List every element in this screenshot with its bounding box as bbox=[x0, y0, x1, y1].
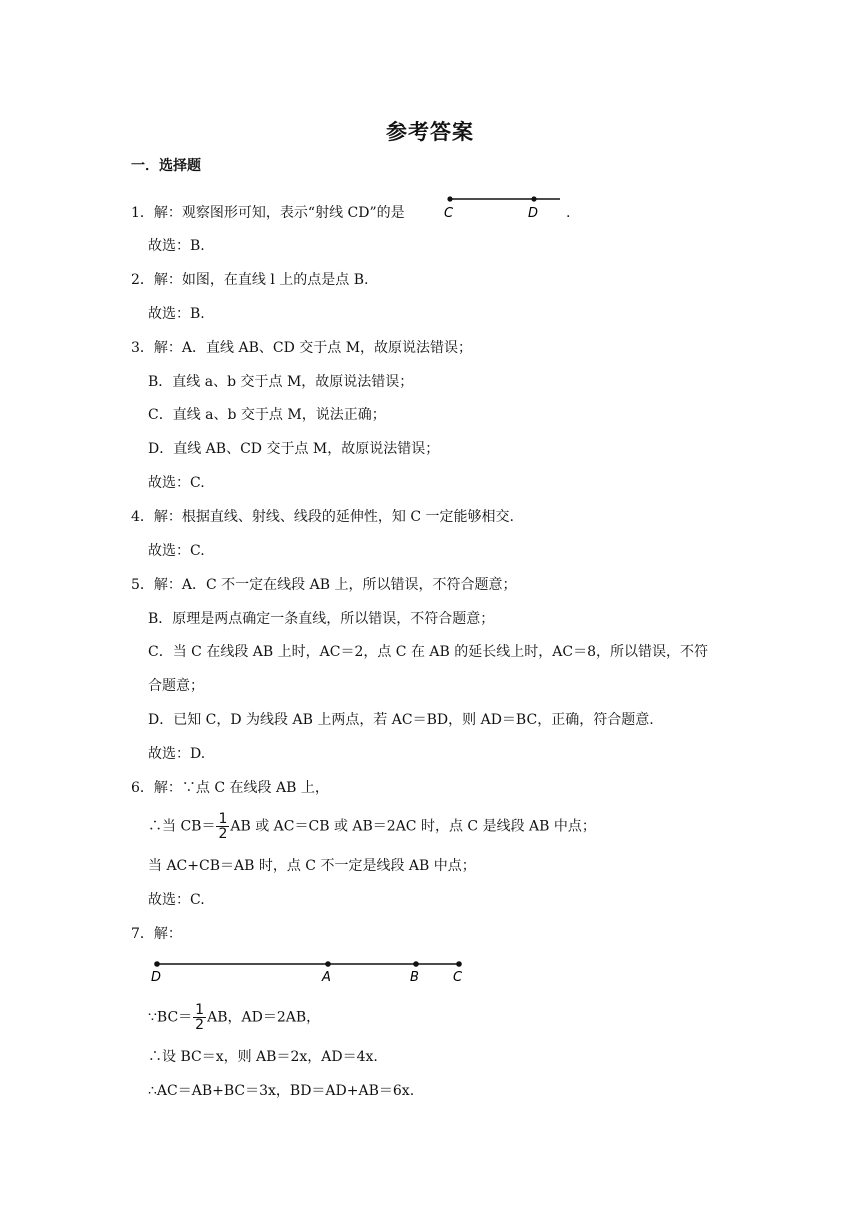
q7-line-2 bbox=[148, 1003, 320, 1032]
point-d-label: D bbox=[528, 206, 539, 220]
q1-text: 1．解：观察图形可知，表示“射线 CD”的是 bbox=[131, 205, 405, 221]
q1-period: . bbox=[566, 205, 571, 221]
point-c-label: C bbox=[453, 970, 463, 985]
q5-line-1: 5．解：A．C 不一定在线段 AB 上，所以错误，不符合题意； bbox=[131, 577, 517, 593]
q4-answer: 故选：C. bbox=[148, 543, 205, 559]
q3-line-2: B．直线 a、b 交于点 M，故原说法错误； bbox=[148, 374, 414, 390]
q7-line-3: ∴设 BC＝x，则 AB＝2x，AD＝4x. bbox=[148, 1049, 378, 1065]
fraction-numerator: 1 bbox=[195, 1002, 205, 1018]
fraction-one-half bbox=[193, 1003, 206, 1032]
q2-answer: 故选：B. bbox=[148, 306, 205, 322]
q7-line-1: 7．解： bbox=[131, 926, 182, 942]
point-b-label: B bbox=[410, 970, 419, 985]
point-d-dot bbox=[154, 961, 160, 967]
q7-line-4: ∴AC＝AB+BC＝3x，BD＝AD+AB＝6x. bbox=[148, 1083, 415, 1099]
q3-line-3: C．直线 a、b 交于点 M，说法正确； bbox=[148, 407, 386, 423]
q3-line-1: 3．解：A．直线 AB、CD 交于点 M，故原说法错误； bbox=[131, 340, 473, 356]
q6-line-3: 当 AC+CB＝AB 时，点 C 不一定是线段 AB 中点； bbox=[148, 858, 476, 874]
section-heading: 一．选择题 bbox=[131, 158, 201, 174]
page-title: 参考答案 bbox=[386, 119, 474, 144]
segment-dabc-figure bbox=[148, 956, 470, 986]
q5-line-5: D．已知 C，D 为线段 AB 上两点，若 AC＝BD，则 AD＝BC，正确，符合题意. bbox=[148, 712, 654, 728]
q2-line-1: 2．解：如图，在直线 l 上的点是点 B. bbox=[131, 272, 369, 288]
q6-line-2 bbox=[148, 812, 596, 841]
q6-text-post: AB 或 AC＝CB 或 AB＝2AC 时，点 C 是线段 AB 中点； bbox=[230, 818, 596, 835]
q6-line-1: 6．解：∵点 C 在线段 AB 上， bbox=[131, 780, 329, 796]
point-a-dot bbox=[325, 961, 331, 967]
fraction-denominator: 2 bbox=[195, 1017, 205, 1033]
ray-cd-figure bbox=[440, 192, 564, 220]
point-c-dot bbox=[447, 196, 452, 201]
point-b-dot bbox=[413, 961, 419, 967]
q5-line-3: C．当 C 在线段 AB 上时，AC＝2，点 C 在 AB 的延长线上时，AC＝8，所以错误，不符 bbox=[148, 644, 708, 660]
q3-line-4: D．直线 AB、CD 交于点 M，故原说法错误； bbox=[148, 441, 440, 457]
q1-line-1 bbox=[131, 203, 405, 223]
q5-line-2: B．原理是两点确定一条直线，所以错误，不符合题意； bbox=[148, 611, 495, 627]
q1-answer: 故选：B. bbox=[148, 238, 205, 254]
q6-answer: 故选：C. bbox=[148, 892, 205, 908]
fraction-numerator: 1 bbox=[218, 811, 228, 827]
q7-text-post: AB，AD＝2AB， bbox=[207, 1009, 321, 1026]
fraction-one-half bbox=[216, 812, 229, 841]
point-c-dot bbox=[456, 961, 462, 967]
q3-answer: 故选：C. bbox=[148, 475, 205, 491]
q5-line-4: 合题意； bbox=[148, 678, 204, 694]
q7-text-pre: ∵BC＝ bbox=[148, 1009, 193, 1026]
point-a-label: A bbox=[322, 970, 331, 985]
point-c-label: C bbox=[444, 206, 454, 220]
q4-line-1: 4．解：根据直线、射线、线段的延伸性，知 C 一定能够相交. bbox=[131, 509, 514, 525]
q6-text-pre: ∴当 CB＝ bbox=[148, 818, 216, 835]
point-d-label: D bbox=[151, 970, 162, 985]
point-d-dot bbox=[531, 196, 536, 201]
q5-answer: 故选：D. bbox=[148, 746, 206, 762]
fraction-denominator: 2 bbox=[218, 826, 228, 842]
